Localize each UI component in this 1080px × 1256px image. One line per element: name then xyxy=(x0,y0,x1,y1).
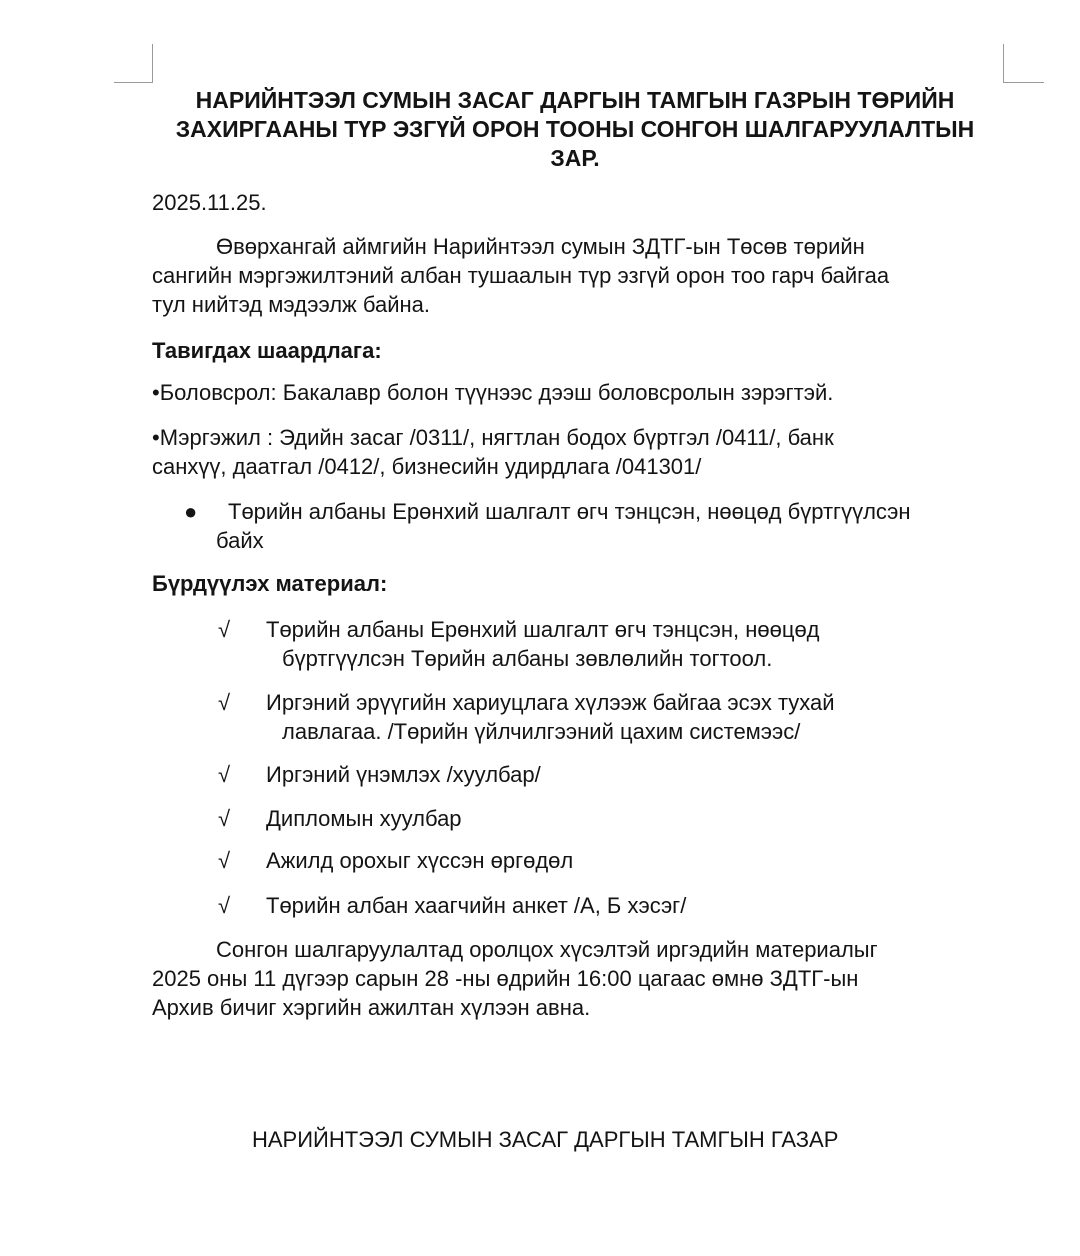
crop-mark-top-left xyxy=(114,44,153,83)
deadline-line-2: 2025 оны 11 дүгээр сарын 28 -ны өдрийн 16:00 цагаас өмнө ЗДТГ-ын xyxy=(152,966,859,991)
check-icon: √ xyxy=(218,762,231,787)
materials-heading: Бүрдүүлэх материал: xyxy=(152,571,388,596)
material-item: Төрийн албан хаагчийн анкет /А, Б хэсэг/ xyxy=(266,893,687,918)
requirement-profession xyxy=(152,423,834,481)
requirement-exam xyxy=(216,497,911,555)
exam-line-1: Төрийн албаны Ерөнхий шалгалт өгч тэнцсэн, нөөцөд бүртгүүлсэн xyxy=(228,499,911,524)
title-line-2: ЗАХИРГААНЫ ТҮР ЭЗГҮЙ ОРОН ТООНЫ СОНГОН ШАЛГАРУУЛАЛТЫН xyxy=(175,116,975,142)
intro-line-2: сангийн мэргэжилтэний албан тушаалын түр эзгүй орон тоо гарч байгаа xyxy=(152,263,890,288)
check-icon: √ xyxy=(218,806,231,831)
material-item-line-2: бүртгүүлсэн Төрийн албаны зөвлөлийн тогтоол. xyxy=(282,646,773,671)
profession-line-2: санхүү, даатгал /0412/, бизнесийн удирдлага /041301/ xyxy=(152,454,702,479)
title-line-3: ЗАР. xyxy=(550,145,600,171)
material-item xyxy=(266,688,835,746)
deadline-line-1: Сонгон шалгаруулалтад оролцох хүсэлтэй иргэдийн материалыг xyxy=(216,937,878,962)
material-item-line-2: лавлагаа. /Төрийн үйлчилгээний цахим системээс/ xyxy=(282,719,801,744)
material-item-line-1: Төрийн албаны Ерөнхий шалгалт өгч тэнцсэн, нөөцөд xyxy=(266,617,820,642)
crop-mark-top-right xyxy=(1003,44,1044,83)
intro-line-3: тул нийтэд мэдээлж байна. xyxy=(152,292,430,317)
profession-line-1: •Мэргэжил : Эдийн засаг /0311/, нягтлан бодох бүртгэл /0411/, банк xyxy=(152,425,834,450)
document-title xyxy=(150,86,1000,173)
check-icon: √ xyxy=(218,617,231,642)
exam-line-2: байх xyxy=(216,528,264,553)
title-line-1: НАРИЙНТЭЭЛ СУМЫН ЗАСАГ ДАРГЫН ТАМГЫН ГАЗРЫН ТӨРИЙН xyxy=(195,87,955,113)
bullet-icon: ● xyxy=(184,499,198,524)
document-date: 2025.11.25. xyxy=(152,190,267,215)
material-item-line-1: Иргэний эрүүгийн хариуцлага хүлээж байгаа эсэх тухай xyxy=(266,690,835,715)
deadline-line-3: Архив бичиг хэргийн ажилтан хүлээн авна. xyxy=(152,995,591,1020)
intro-line-1: Өвөрхангай аймгийн Нарийнтээл сумын ЗДТГ-ын Төсөв төрийн xyxy=(216,234,865,259)
requirements-heading: Тавигдах шаардлага: xyxy=(152,338,382,363)
requirement-education: •Боловсрол: Бакалавр болон түүнээс дээш боловсролын зэрэгтэй. xyxy=(152,380,834,405)
material-item: Дипломын хуулбар xyxy=(266,806,462,831)
material-item: Иргэний үнэмлэх /хуулбар/ xyxy=(266,762,541,787)
footer-signature: НАРИЙНТЭЭЛ СУМЫН ЗАСАГ ДАРГЫН ТАМГЫН ГАЗАР xyxy=(252,1127,839,1152)
material-item xyxy=(266,615,820,673)
material-item: Ажилд орохыг хүссэн өргөдөл xyxy=(266,848,574,873)
intro-paragraph xyxy=(152,232,889,319)
deadline-paragraph xyxy=(152,935,878,1022)
check-icon: √ xyxy=(218,893,231,918)
check-icon: √ xyxy=(218,690,231,715)
check-icon: √ xyxy=(218,848,231,873)
